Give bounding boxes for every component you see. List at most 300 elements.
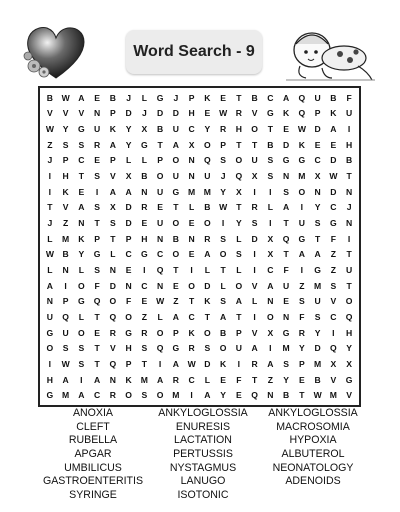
grid-letter[interactable]: A	[46, 280, 53, 291]
grid-letter[interactable]: J	[173, 92, 179, 103]
grid-letter[interactable]: R	[235, 108, 242, 119]
grid-letter[interactable]: B	[251, 92, 258, 103]
grid-letter[interactable]: K	[298, 139, 305, 150]
grid-letter[interactable]: V	[330, 374, 337, 385]
grid-letter[interactable]: I	[253, 311, 256, 322]
grid-letter[interactable]: E	[141, 218, 148, 229]
grid-letter[interactable]: X	[125, 171, 132, 182]
grid-letter[interactable]: T	[47, 202, 53, 213]
grid-letter[interactable]: L	[126, 155, 132, 166]
grid-letter[interactable]: D	[314, 124, 321, 135]
grid-letter[interactable]: A	[125, 186, 132, 197]
grid-letter[interactable]: G	[314, 264, 321, 275]
grid-letter[interactable]: U	[157, 186, 164, 197]
grid-letter[interactable]: R	[109, 390, 116, 401]
grid-letter[interactable]: P	[110, 108, 116, 119]
grid-letter[interactable]: M	[140, 374, 148, 385]
grid-letter[interactable]: O	[188, 280, 195, 291]
grid-letter[interactable]: O	[156, 390, 164, 401]
grid-letter[interactable]: D	[125, 202, 132, 213]
grid-letter[interactable]: Y	[125, 124, 132, 135]
grid-letter[interactable]: G	[125, 327, 132, 338]
grid-letter[interactable]: E	[94, 92, 100, 103]
grid-letter[interactable]: K	[109, 124, 116, 135]
grid-letter[interactable]: G	[141, 249, 148, 260]
grid-letter[interactable]: Z	[330, 264, 336, 275]
grid-letter[interactable]: U	[157, 218, 164, 229]
grid-letter[interactable]: A	[78, 92, 85, 103]
grid-letter[interactable]: S	[220, 296, 226, 307]
grid-letter[interactable]: G	[46, 390, 54, 401]
grid-letter[interactable]: R	[251, 358, 258, 369]
grid-letter[interactable]: V	[47, 108, 53, 119]
grid-letter[interactable]: P	[110, 155, 116, 166]
grid-letter[interactable]: H	[46, 374, 53, 385]
grid-letter[interactable]: S	[220, 233, 226, 244]
grid-letter[interactable]: B	[172, 233, 179, 244]
grid-letter[interactable]: M	[314, 280, 322, 291]
grid-letter[interactable]: N	[109, 374, 116, 385]
grid-letter[interactable]: E	[188, 218, 195, 229]
grid-letter[interactable]: G	[93, 249, 101, 260]
grid-letter[interactable]: S	[251, 218, 258, 229]
grid-letter[interactable]: E	[283, 124, 289, 135]
grid-letter[interactable]: O	[125, 311, 132, 322]
grid-letter[interactable]: V	[110, 171, 116, 182]
grid-letter[interactable]: I	[48, 358, 52, 369]
grid-letter[interactable]: K	[204, 92, 211, 103]
grid-letter[interactable]: E	[141, 296, 148, 307]
grid-letter[interactable]: L	[78, 264, 84, 275]
grid-letter[interactable]: A	[330, 124, 337, 135]
grid-letter[interactable]: T	[283, 218, 289, 229]
grid-letter[interactable]: E	[157, 202, 163, 213]
grid-letter[interactable]: I	[237, 358, 241, 369]
grid-letter[interactable]: G	[298, 233, 306, 244]
grid-letter[interactable]: V	[78, 108, 85, 119]
grid-letter[interactable]: V	[62, 202, 69, 213]
grid-letter[interactable]: P	[125, 233, 132, 244]
grid-letter[interactable]: Q	[298, 92, 306, 103]
grid-letter[interactable]: N	[157, 280, 164, 291]
grid-letter[interactable]: I	[48, 186, 52, 197]
grid-letter[interactable]: E	[220, 374, 226, 385]
grid-letter[interactable]: C	[188, 124, 195, 135]
grid-letter[interactable]: S	[299, 296, 305, 307]
grid-letter[interactable]: A	[204, 249, 211, 260]
grid-letter[interactable]: W	[45, 249, 54, 260]
grid-letter[interactable]: T	[204, 311, 210, 322]
grid-letter[interactable]: C	[94, 390, 101, 401]
grid-letter[interactable]: O	[109, 296, 117, 307]
grid-letter[interactable]: U	[314, 296, 321, 307]
grid-letter[interactable]: U	[46, 311, 53, 322]
grid-letter[interactable]: O	[204, 218, 211, 229]
grid-letter[interactable]: E	[283, 296, 289, 307]
grid-letter[interactable]: N	[346, 218, 353, 229]
grid-letter[interactable]: Q	[62, 311, 69, 322]
grid-letter[interactable]: C	[188, 311, 195, 322]
grid-letter[interactable]: Z	[141, 311, 147, 322]
grid-letter[interactable]: N	[314, 186, 321, 197]
grid-letter[interactable]: F	[283, 264, 289, 275]
grid-letter[interactable]: T	[236, 139, 242, 150]
grid-letter[interactable]: T	[346, 249, 352, 260]
grid-letter[interactable]: B	[330, 92, 337, 103]
grid-letter[interactable]: T	[94, 218, 100, 229]
grid-letter[interactable]: Y	[346, 343, 352, 354]
grid-letter[interactable]: D	[283, 139, 290, 150]
grid-letter[interactable]: U	[283, 280, 290, 291]
grid-letter[interactable]: Q	[93, 296, 101, 307]
grid-letter[interactable]: A	[267, 280, 274, 291]
grid-letter[interactable]: O	[156, 171, 164, 182]
grid-letter[interactable]: E	[188, 249, 195, 260]
grid-letter[interactable]: L	[220, 280, 226, 291]
grid-letter[interactable]: N	[109, 264, 116, 275]
grid-letter[interactable]: G	[172, 343, 180, 354]
grid-letter[interactable]: T	[236, 202, 242, 213]
grid-letter[interactable]: P	[94, 233, 100, 244]
grid-letter[interactable]: I	[190, 264, 193, 275]
grid-letter[interactable]: S	[78, 358, 85, 369]
grid-letter[interactable]: S	[62, 343, 69, 354]
grid-letter[interactable]: K	[204, 296, 211, 307]
grid-letter[interactable]: I	[269, 343, 272, 354]
grid-letter[interactable]: S	[267, 155, 274, 166]
grid-letter[interactable]: T	[299, 390, 305, 401]
grid-letter[interactable]: Y	[236, 218, 242, 229]
grid-letter[interactable]: E	[125, 264, 132, 275]
grid-letter[interactable]: K	[283, 108, 290, 119]
grid-letter[interactable]: H	[188, 108, 195, 119]
grid-letter[interactable]: S	[314, 218, 321, 229]
grid-letter[interactable]: A	[109, 186, 116, 197]
grid-letter[interactable]: V	[251, 108, 258, 119]
grid-letter[interactable]: J	[126, 92, 132, 103]
grid-letter[interactable]: N	[94, 108, 101, 119]
grid-letter[interactable]: K	[188, 327, 195, 338]
grid-letter[interactable]: F	[94, 280, 100, 291]
grid-letter[interactable]: U	[298, 218, 305, 229]
grid-letter[interactable]: T	[173, 202, 179, 213]
grid-letter[interactable]: N	[62, 264, 69, 275]
grid-letter[interactable]: W	[219, 108, 228, 119]
grid-letter[interactable]: M	[298, 171, 306, 182]
grid-letter[interactable]: K	[125, 374, 132, 385]
grid-letter[interactable]: A	[172, 139, 179, 150]
grid-letter[interactable]: U	[172, 124, 179, 135]
grid-letter[interactable]: X	[188, 139, 195, 150]
grid-letter[interactable]: S	[94, 171, 100, 182]
grid-letter[interactable]: H	[141, 233, 148, 244]
grid-letter[interactable]: Q	[204, 155, 211, 166]
grid-letter[interactable]: T	[267, 124, 273, 135]
grid-letter[interactable]: B	[141, 171, 148, 182]
grid-letter[interactable]: A	[172, 358, 179, 369]
grid-letter[interactable]: M	[203, 186, 211, 197]
grid-letter[interactable]: L	[204, 374, 210, 385]
grid-letter[interactable]: U	[172, 171, 179, 182]
grid-letter[interactable]: X	[267, 327, 274, 338]
grid-letter[interactable]: S	[94, 264, 100, 275]
grid-letter[interactable]: T	[220, 264, 226, 275]
grid-letter[interactable]: E	[299, 374, 305, 385]
grid-letter[interactable]: R	[188, 343, 195, 354]
grid-letter[interactable]: T	[252, 374, 258, 385]
grid-letter[interactable]: Y	[220, 186, 226, 197]
grid-letter[interactable]: L	[157, 311, 163, 322]
grid-letter[interactable]: H	[125, 343, 132, 354]
grid-letter[interactable]: L	[236, 233, 242, 244]
grid-letter[interactable]: O	[235, 155, 243, 166]
grid-letter[interactable]: C	[188, 374, 195, 385]
grid-letter[interactable]: T	[236, 92, 242, 103]
grid-letter[interactable]: I	[143, 264, 146, 275]
grid-letter[interactable]: X	[267, 233, 274, 244]
grid-letter[interactable]: C	[141, 280, 148, 291]
grid-letter[interactable]: B	[346, 155, 353, 166]
grid-letter[interactable]: B	[204, 202, 211, 213]
grid-letter[interactable]: C	[267, 92, 274, 103]
grid-letter[interactable]: Y	[299, 343, 305, 354]
grid-letter[interactable]: Q	[298, 108, 306, 119]
grid-letter[interactable]: I	[347, 233, 351, 244]
grid-letter[interactable]: C	[125, 249, 132, 260]
grid-letter[interactable]: Z	[267, 374, 273, 385]
grid-letter[interactable]: Y	[220, 390, 226, 401]
grid-letter[interactable]: L	[236, 264, 242, 275]
grid-letter[interactable]: Y	[314, 202, 321, 213]
grid-letter[interactable]: T	[94, 358, 100, 369]
grid-letter[interactable]: S	[330, 280, 337, 291]
grid-letter[interactable]: E	[173, 280, 179, 291]
grid-letter[interactable]: C	[314, 155, 321, 166]
grid-letter[interactable]: W	[329, 171, 338, 182]
grid-letter[interactable]: A	[109, 139, 116, 150]
grid-letter[interactable]: C	[267, 264, 274, 275]
grid-letter[interactable]: W	[297, 124, 306, 135]
grid-letter[interactable]: T	[94, 343, 100, 354]
grid-letter[interactable]: G	[345, 374, 353, 385]
grid-letter[interactable]: M	[329, 390, 337, 401]
grid-letter[interactable]: E	[94, 327, 100, 338]
grid-letter[interactable]: S	[141, 343, 148, 354]
grid-letter[interactable]: Q	[282, 233, 290, 244]
grid-letter[interactable]: F	[236, 374, 242, 385]
grid-letter[interactable]: H	[346, 139, 353, 150]
grid-letter[interactable]: P	[62, 155, 69, 166]
grid-letter[interactable]: G	[330, 218, 337, 229]
grid-letter[interactable]: Q	[109, 311, 117, 322]
grid-letter[interactable]: T	[346, 280, 352, 291]
grid-letter[interactable]: O	[219, 249, 227, 260]
grid-letter[interactable]: J	[141, 108, 147, 119]
grid-letter[interactable]: S	[62, 139, 69, 150]
grid-letter[interactable]: I	[269, 186, 272, 197]
grid-letter[interactable]: S	[314, 311, 321, 322]
grid-letter[interactable]: L	[47, 264, 53, 275]
grid-letter[interactable]: N	[78, 218, 85, 229]
grid-letter[interactable]: S	[236, 249, 242, 260]
grid-letter[interactable]: J	[220, 171, 226, 182]
grid-letter[interactable]: I	[347, 124, 351, 135]
grid-letter[interactable]: S	[94, 202, 100, 213]
grid-letter[interactable]: K	[220, 358, 227, 369]
grid-letter[interactable]: X	[314, 171, 321, 182]
grid-letter[interactable]: G	[46, 327, 54, 338]
grid-letter[interactable]: T	[78, 171, 84, 182]
grid-letter[interactable]: H	[62, 171, 69, 182]
grid-letter[interactable]: W	[313, 390, 322, 401]
grid-letter[interactable]: U	[94, 124, 101, 135]
grid-letter[interactable]: R	[172, 374, 179, 385]
grid-letter[interactable]: Y	[78, 249, 85, 260]
grid-letter[interactable]: Z	[299, 280, 305, 291]
grid-letter[interactable]: E	[94, 155, 100, 166]
grid-letter[interactable]: O	[267, 311, 274, 322]
grid-letter[interactable]: P	[173, 327, 179, 338]
grid-letter[interactable]: R	[298, 327, 305, 338]
grid-letter[interactable]: T	[189, 296, 195, 307]
grid-letter[interactable]: L	[141, 155, 147, 166]
grid-letter[interactable]: S	[141, 390, 148, 401]
grid-letter[interactable]: I	[80, 374, 83, 385]
grid-letter[interactable]: M	[62, 390, 70, 401]
grid-letter[interactable]: I	[48, 171, 52, 182]
grid-letter[interactable]: R	[204, 233, 211, 244]
grid-letter[interactable]: I	[64, 280, 67, 291]
grid-letter[interactable]: G	[282, 155, 290, 166]
grid-letter[interactable]: V	[251, 327, 258, 338]
grid-letter[interactable]: T	[173, 264, 179, 275]
grid-letter[interactable]: H	[346, 327, 353, 338]
grid-letter[interactable]: L	[252, 296, 258, 307]
grid-letter[interactable]: A	[235, 296, 242, 307]
grid-letter[interactable]: I	[332, 327, 335, 338]
grid-letter[interactable]: Q	[345, 311, 353, 322]
grid-letter[interactable]: T	[141, 358, 147, 369]
grid-letter[interactable]: A	[283, 202, 290, 213]
grid-letter[interactable]: I	[253, 264, 256, 275]
grid-letter[interactable]: O	[172, 218, 180, 229]
grid-letter[interactable]: A	[172, 311, 179, 322]
grid-letter[interactable]: X	[236, 186, 242, 197]
grid-letter[interactable]: T	[94, 311, 100, 322]
grid-letter[interactable]: O	[125, 390, 132, 401]
grid-letter[interactable]: L	[267, 202, 273, 213]
grid-letter[interactable]: Z	[330, 249, 336, 260]
grid-letter[interactable]: O	[298, 186, 306, 197]
grid-letter[interactable]: W	[61, 358, 70, 369]
grid-letter[interactable]: A	[298, 249, 305, 260]
grid-letter[interactable]: T	[283, 249, 289, 260]
grid-letter[interactable]: N	[46, 296, 53, 307]
grid-letter[interactable]: O	[251, 124, 258, 135]
grid-letter[interactable]: D	[251, 233, 258, 244]
grid-letter[interactable]: D	[125, 218, 132, 229]
grid-letter[interactable]: N	[188, 155, 195, 166]
grid-letter[interactable]: J	[346, 202, 352, 213]
grid-letter[interactable]: T	[236, 311, 242, 322]
grid-letter[interactable]: K	[62, 186, 69, 197]
grid-letter[interactable]: L	[78, 311, 84, 322]
grid-letter[interactable]: X	[251, 171, 258, 182]
grid-letter[interactable]: T	[110, 233, 116, 244]
grid-letter[interactable]: L	[189, 202, 195, 213]
grid-letter[interactable]: R	[141, 202, 148, 213]
grid-letter[interactable]: W	[219, 202, 228, 213]
grid-letter[interactable]: F	[126, 296, 132, 307]
grid-letter[interactable]: D	[125, 108, 132, 119]
grid-letter[interactable]: Q	[330, 343, 337, 354]
grid-letter[interactable]: G	[141, 139, 148, 150]
grid-letter[interactable]: I	[253, 186, 256, 197]
grid-letter[interactable]: U	[314, 92, 321, 103]
grid-letter[interactable]: Q	[109, 358, 117, 369]
grid-letter[interactable]: G	[156, 92, 164, 103]
grid-letter[interactable]: T	[346, 171, 352, 182]
grid-letter[interactable]: O	[204, 327, 211, 338]
grid-letter[interactable]: S	[220, 155, 226, 166]
grid-letter[interactable]: P	[125, 358, 132, 369]
grid-letter[interactable]: I	[95, 186, 99, 197]
grid-letter[interactable]: O	[204, 139, 211, 150]
grid-letter[interactable]: U	[346, 108, 353, 119]
grid-letter[interactable]: Y	[204, 124, 211, 135]
grid-letter[interactable]: S	[110, 218, 116, 229]
grid-letter[interactable]: O	[46, 343, 54, 354]
grid-letter[interactable]: U	[251, 155, 258, 166]
grid-letter[interactable]: M	[188, 186, 196, 197]
grid-letter[interactable]: G	[78, 124, 85, 135]
grid-letter[interactable]: N	[188, 171, 195, 182]
grid-letter[interactable]: O	[78, 280, 85, 291]
grid-letter[interactable]: L	[47, 233, 53, 244]
grid-letter[interactable]: B	[283, 390, 290, 401]
grid-letter[interactable]: X	[141, 124, 148, 135]
grid-letter[interactable]: G	[78, 296, 85, 307]
grid-letter[interactable]: N	[125, 280, 132, 291]
grid-letter[interactable]: I	[269, 218, 272, 229]
grid-letter[interactable]: M	[314, 358, 322, 369]
grid-letter[interactable]: Y	[125, 139, 132, 150]
grid-letter[interactable]: P	[220, 139, 226, 150]
grid-letter[interactable]: B	[314, 374, 321, 385]
grid-letter[interactable]: I	[300, 202, 304, 213]
grid-letter[interactable]: B	[109, 92, 116, 103]
grid-letter[interactable]: L	[204, 264, 210, 275]
grid-letter[interactable]: T	[315, 233, 321, 244]
grid-letter[interactable]: V	[251, 280, 258, 291]
grid-letter[interactable]: J	[47, 218, 53, 229]
grid-letter[interactable]: S	[267, 171, 274, 182]
grid-letter[interactable]: P	[314, 108, 321, 119]
grid-letter[interactable]: A	[204, 390, 211, 401]
grid-letter[interactable]: K	[78, 233, 85, 244]
grid-letter[interactable]: W	[187, 358, 196, 369]
grid-letter[interactable]: D	[314, 343, 321, 354]
grid-letter[interactable]: G	[282, 327, 290, 338]
grid-letter[interactable]: I	[300, 264, 304, 275]
grid-letter[interactable]: P	[299, 358, 305, 369]
grid-letter[interactable]: R	[220, 124, 227, 135]
grid-letter[interactable]: N	[346, 186, 353, 197]
grid-letter[interactable]: F	[346, 92, 352, 103]
grid-letter[interactable]: A	[283, 92, 290, 103]
grid-letter[interactable]: Q	[251, 390, 258, 401]
grid-letter[interactable]: W	[45, 124, 54, 135]
